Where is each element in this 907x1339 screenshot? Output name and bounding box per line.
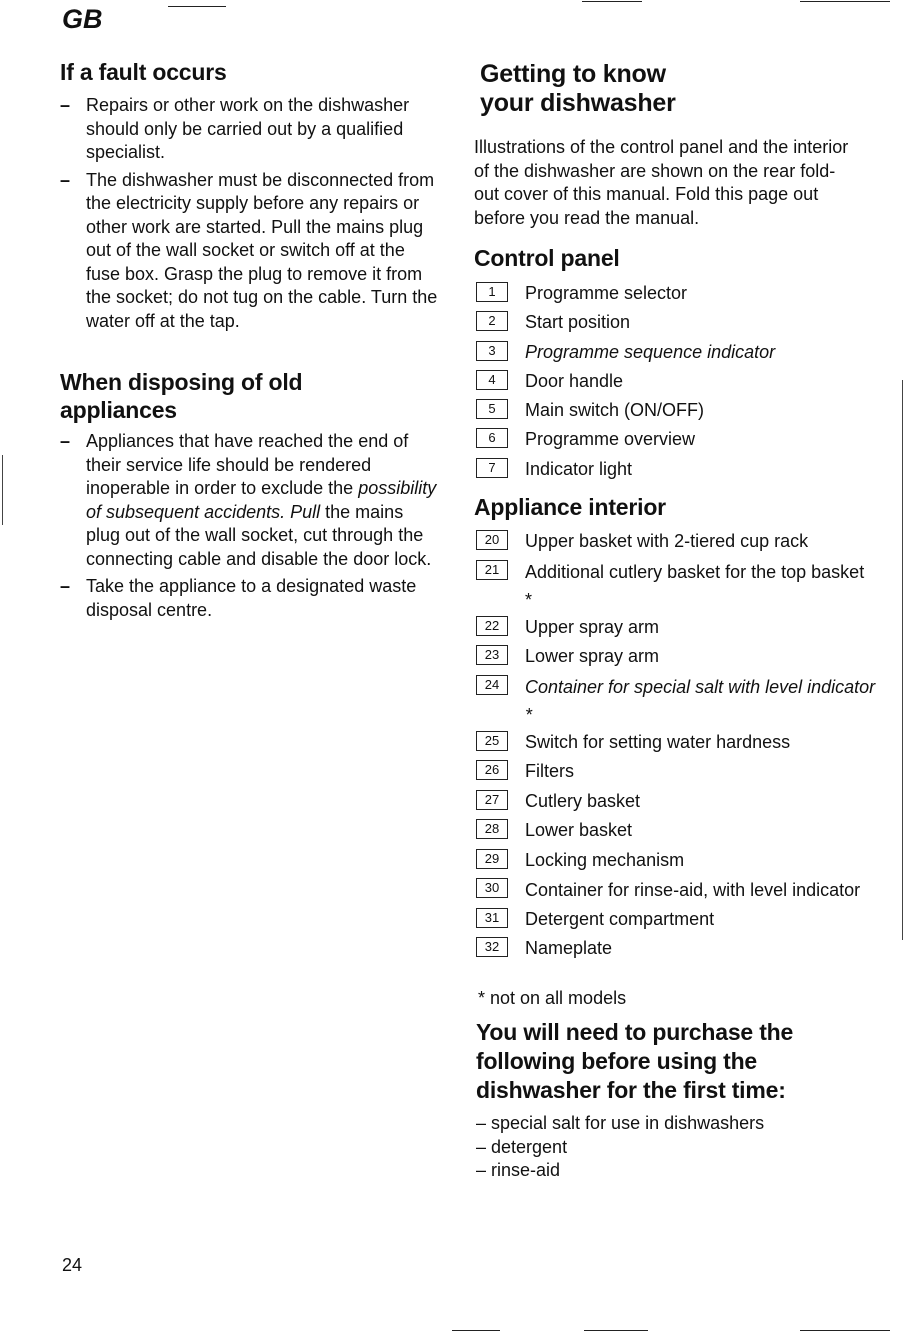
list-item: [476, 558, 876, 614]
item-number-box: 22: [476, 616, 508, 636]
purchase-item-rinse-aid: – rinse-aid: [476, 1160, 561, 1180]
list-item: [476, 817, 876, 847]
appliance-interior-heading: Appliance interior: [474, 494, 666, 520]
fault-heading: If a fault occurs: [60, 59, 227, 85]
item-number-box: 7: [476, 458, 508, 478]
language-tag: GB: [62, 4, 103, 34]
item-number-box: 28: [476, 819, 508, 839]
disposal-item-2: Take the appliance to a designated waste disposal centre.: [86, 576, 417, 620]
item-label: Nameplate: [525, 938, 613, 958]
item-number-box: 21: [476, 560, 508, 580]
control-panel-heading: Control panel: [474, 245, 620, 271]
item-number-box: 26: [476, 760, 508, 780]
item-label: Container for rinse-aid, with level indicator: [525, 880, 861, 900]
right-edge-line: [902, 380, 903, 940]
item-label: Locking mechanism: [525, 849, 685, 870]
list-item: [476, 614, 876, 644]
item-label: Programme selector: [525, 283, 688, 303]
list-item: – Repairs or other work on the dishwasher should only be carried out by a qualified specialist.: [60, 95, 410, 162]
list-item: [476, 729, 876, 759]
control-panel-list: [476, 280, 876, 485]
item-number-box: 32: [476, 937, 508, 957]
list-item: [476, 528, 876, 558]
list-item: – Appliances that have reached the end of their service life should be rendered inoperable in order to exclude the possibility of subsequent accidents. Pull the mains plug out of the wall socket, cut through the connecting cable and disable the door lock.: [60, 431, 437, 569]
disposal-item-1-italic: possibility of subsequent accidents. Pull: [86, 478, 437, 522]
item-number-box: 23: [476, 645, 508, 665]
item-label: Additional cutlery basket for the top basket *: [525, 561, 865, 610]
item-label: Start position: [525, 312, 631, 333]
list-item: – The dishwasher must be disconnected from the electricity supply before any repairs or other work are started. Pull the mains plug out of the wall socket or switch off at the fuse box. Grasp the plug to remove it from the socket; do not tug on the cable. Turn the water off at the tap.: [60, 169, 438, 331]
disposal-list: [60, 430, 440, 626]
item-number-box: 24: [476, 675, 508, 695]
left-edge-line: [2, 455, 3, 525]
purchase-heading: You will need to purchase the following before using the dishwasher for the first time:: [476, 1019, 794, 1103]
list-item: [476, 397, 876, 426]
item-number-box: 31: [476, 908, 508, 928]
item-number-box: 27: [476, 790, 508, 810]
item-label: Upper basket with 2-tiered cup rack: [525, 531, 809, 551]
item-label: Upper spray arm: [525, 616, 660, 637]
know-heading: Getting to know your dishwasher: [480, 60, 676, 117]
fault-item-1: Repairs or other work on the dishwasher should only be carried out by a qualified specialist.: [86, 95, 410, 162]
item-label: Switch for setting water hardness: [525, 731, 791, 752]
item-number-box: 6: [476, 428, 508, 448]
top-rule-right: [582, 1, 642, 2]
bottom-rule-left: [452, 1330, 500, 1331]
fault-list: [60, 94, 440, 337]
disposal-heading: When disposing of old appliances: [60, 369, 303, 423]
item-label: Programme overview: [525, 429, 696, 450]
purchase-item-salt: – special salt for use in dishwashers: [476, 1113, 765, 1133]
item-label: Detergent compartment: [525, 908, 715, 929]
item-number-box: 5: [476, 399, 508, 419]
know-intro: Illustrations of the control panel and the interior of the dishwasher are shown on the rear fold-out cover of this manual. Fold this page out before you read the manual.: [474, 137, 849, 228]
list-item: [476, 758, 876, 788]
item-label: Container for special salt with level indicator *: [525, 676, 876, 725]
list-item: [476, 426, 876, 455]
item-label: Indicator light: [525, 458, 633, 479]
item-number-box: 1: [476, 282, 508, 302]
list-item: [476, 280, 876, 309]
disposal-item-1-start: Appliances that have reached the end of their service life should be rendered inoperable in order to exclude the: [86, 431, 409, 498]
top-rule-left: [168, 6, 226, 7]
item-label: Lower spray arm: [525, 646, 660, 666]
item-label: Main switch (ON/OFF): [525, 400, 705, 421]
list-item: [476, 847, 876, 877]
list-item: [476, 876, 876, 906]
list-item: [476, 368, 876, 397]
bottom-rule-mid: [584, 1330, 648, 1331]
footnote: * not on all models: [478, 988, 627, 1008]
purchase-item-detergent: – detergent: [476, 1136, 568, 1157]
list-item: [476, 935, 876, 965]
list-item: [476, 339, 876, 368]
fault-item-2: The dishwasher must be disconnected from the electricity supply before any repairs or other work are started. Pull the mains plug out of the wall socket or switch off at the fuse box. Grasp the plug to remove it from the socket; do not tug on the cable. Turn the water off at the tap.: [86, 169, 438, 331]
item-number-box: 20: [476, 530, 508, 550]
page-number: 24: [62, 1255, 83, 1275]
item-label: Cutlery basket: [525, 790, 641, 811]
purchase-list: [476, 1112, 764, 1183]
list-item: [476, 906, 876, 936]
list-item: [476, 788, 876, 818]
appliance-interior-list: [476, 528, 876, 965]
item-number-box: 29: [476, 849, 508, 869]
list-item: [476, 673, 876, 729]
item-number-box: 3: [476, 341, 508, 361]
bottom-rule-right: [800, 1330, 890, 1331]
item-label: Filters: [525, 761, 574, 781]
item-label: Door handle: [525, 370, 624, 391]
list-item: – Take the appliance to a designated waste disposal centre.: [60, 576, 417, 620]
disposal-item-1-end: the mains plug out of the wall socket, cut through the connecting cable and disable the door lock.: [86, 501, 432, 569]
item-label: Programme sequence indicator: [525, 341, 776, 362]
item-number-box: 30: [476, 878, 508, 898]
item-number-box: 4: [476, 370, 508, 390]
item-number-box: 2: [476, 311, 508, 331]
top-rule-far-right: [800, 1, 890, 2]
list-item: [476, 643, 876, 673]
list-item: [476, 309, 876, 338]
item-number-box: 25: [476, 731, 508, 751]
list-item: [476, 456, 876, 485]
item-label: Lower basket: [525, 820, 633, 840]
